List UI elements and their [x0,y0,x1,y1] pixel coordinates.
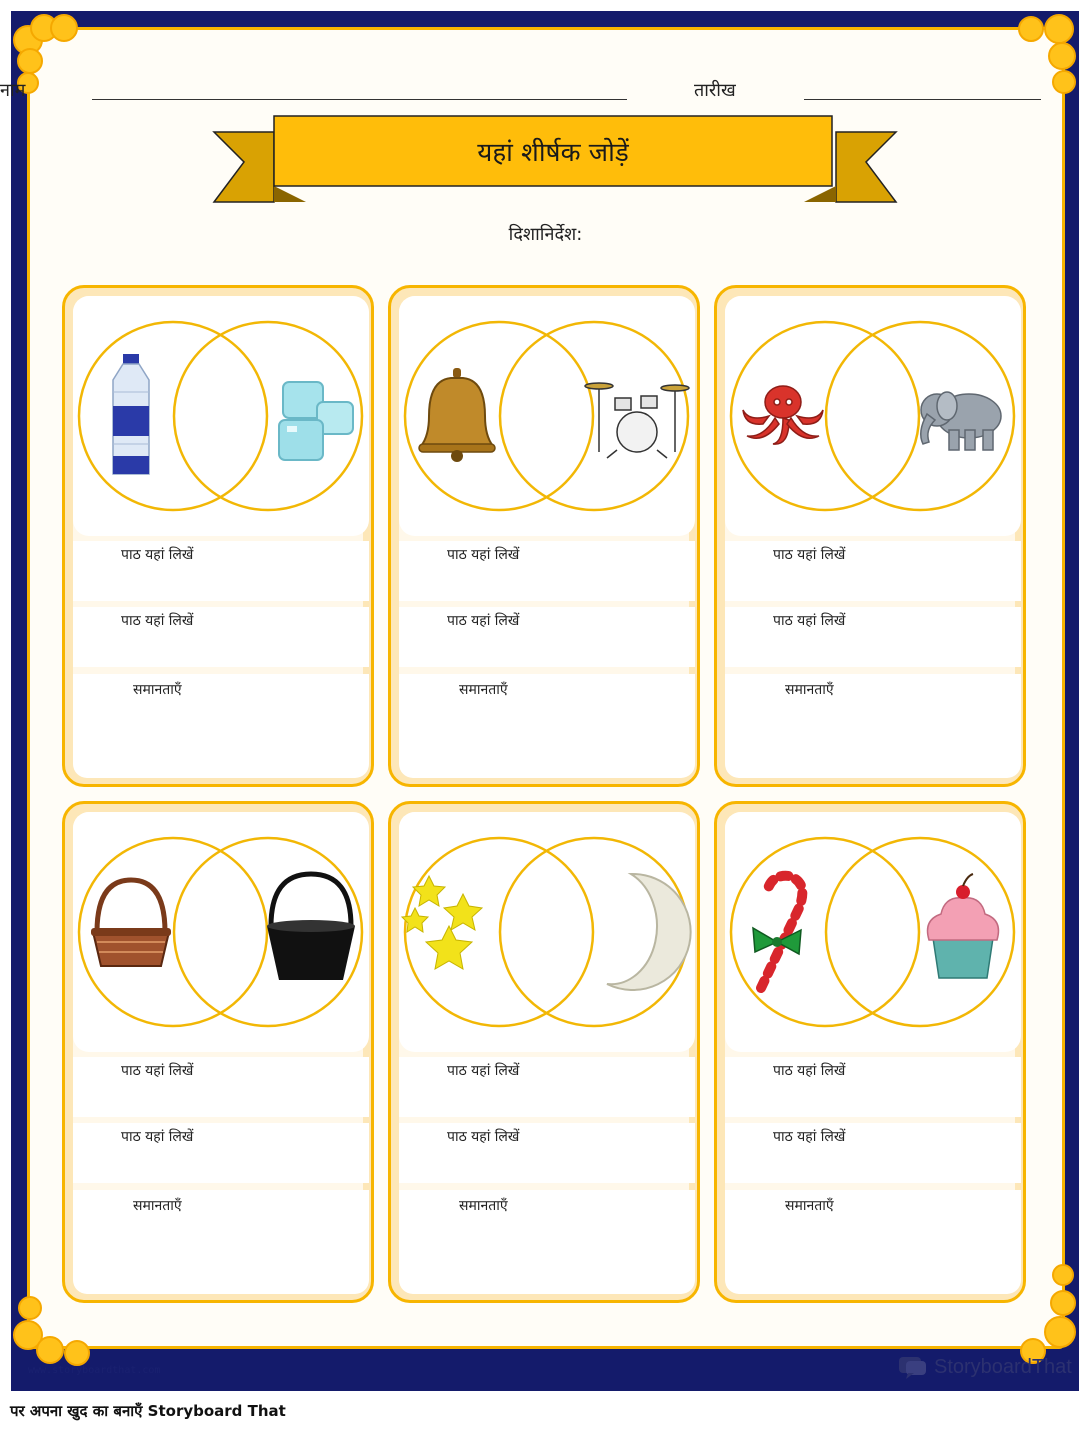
text-row-1[interactable] [725,541,1021,601]
text-row-1[interactable] [73,541,369,601]
similarities-box[interactable] [73,674,369,778]
row-2-label: पाठ यहां लिखें [447,1129,520,1145]
text-row-1[interactable] [73,1057,369,1117]
name-line[interactable] [92,99,627,100]
similarities-label: समानताएँ [133,682,182,698]
venn-card [62,285,374,787]
text-row-2[interactable] [725,1123,1021,1183]
similarities-label: समानताएँ [133,1198,182,1214]
text-row-1[interactable] [399,541,695,601]
text-row-2[interactable] [73,607,369,667]
basket-icon [91,880,171,966]
cupcake-icon [928,874,999,978]
text-row-2[interactable] [399,1123,695,1183]
similarities-label: समानताएँ [785,1198,834,1214]
row-2-label: पाठ यहां लिखें [447,613,520,629]
row-1-label: पाठ यहां लिखें [773,1063,846,1079]
directions-label: दिशानिर्देश: [508,224,583,245]
row-2-label: पाठ यहां लिखें [773,613,846,629]
footer-brand [898,1354,1072,1380]
row-1-label: पाठ यहां लिखें [121,1063,194,1079]
venn-diagram-area [725,812,1021,1052]
ice-cubes-icon [279,382,353,460]
footer-website: www.storyboardthat.com [28,1365,161,1376]
name-label: नाम [0,80,26,101]
similarities-box[interactable] [399,1190,695,1294]
venn-diagram-area [725,296,1021,536]
text-row-2[interactable] [73,1123,369,1183]
venn-diagram-area [399,296,695,536]
venn-card [388,801,700,1303]
venn-diagram-area [73,296,369,536]
similarities-label: समानताएँ [785,682,834,698]
text-row-2[interactable] [725,607,1021,667]
venn-card [714,801,1026,1303]
row-2-label: पाठ यहां लिखें [121,613,194,629]
water-bottle-icon [113,354,149,474]
venn-card [714,285,1026,787]
create-your-own-link[interactable]: पर अपना खुद का बनाएँ Storyboard That [10,1402,286,1420]
elephant-icon [921,392,1001,450]
brand-name: StoryboardThat [934,1355,1072,1378]
similarities-box[interactable] [725,1190,1021,1294]
row-1-label: पाठ यहां लिखें [121,547,194,563]
date-line[interactable] [804,99,1041,100]
row-2-label: पाठ यहां लिखें [121,1129,194,1145]
bucket-icon [267,874,355,980]
similarities-box[interactable] [399,674,695,778]
similarities-label: समानताएँ [459,1198,508,1214]
venn-card [62,801,374,1303]
similarities-box[interactable] [725,674,1021,778]
similarities-label: समानताएँ [459,682,508,698]
octopus-icon [743,386,823,444]
text-row-1[interactable] [399,1057,695,1117]
candy-cane-icon [753,876,802,988]
worksheet-title[interactable]: यहां शीर्षक जोड़ें [477,138,629,168]
text-row-2[interactable] [399,607,695,667]
date-label: तारीख [694,80,736,101]
text-row-1[interactable] [725,1057,1021,1117]
venn-diagram-area [73,812,369,1052]
row-1-label: पाठ यहां लिखें [773,547,846,563]
drum-kit-icon [585,383,689,458]
venn-card [388,285,700,787]
similarities-box[interactable] [73,1190,369,1294]
row-2-label: पाठ यहां लिखें [773,1129,846,1145]
bell-icon [419,368,495,462]
row-1-label: पाठ यहां लिखें [447,547,520,563]
venn-diagram-area [399,812,695,1052]
speech-bubble-icon [898,1355,928,1379]
row-1-label: पाठ यहां लिखें [447,1063,520,1079]
